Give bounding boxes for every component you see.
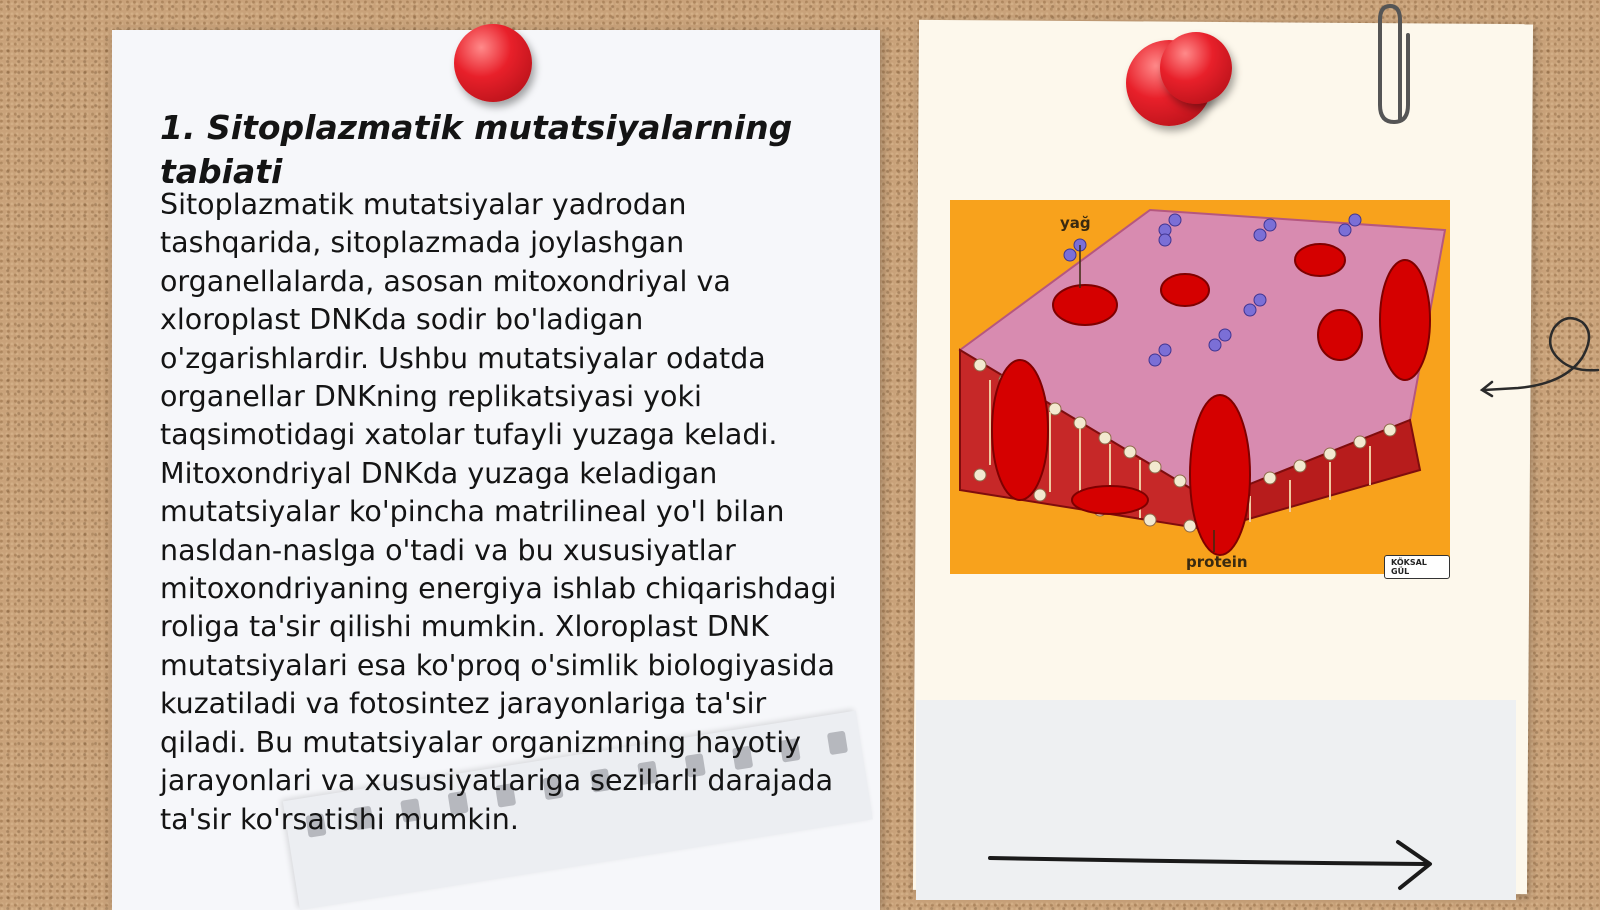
paperclip-icon (1370, 0, 1430, 130)
figure-label-lipid: yağ (1060, 214, 1091, 232)
figure-credit-badge: KÖKSAL GÜL (1384, 555, 1450, 579)
arrow-right-icon (986, 836, 1446, 896)
figure-label-protein: protein (1186, 553, 1248, 571)
pushpin-icon (1160, 32, 1232, 104)
body-paragraph: Sitoplazmatik mutatsiyalar yadrodan tashqarida, sitoplazmada joylashgan organellalarda, asosan mitoxondriyal va xloroplast DNKda sodir bo'ladigan o'zgarishlardir. Ushbu mutatsiyalar odatda organellar DNKning replikatsiyasi yoki taqsimotidagi xatolar tufayli yuzaga keladi. Mitoxondriyal DNKda yuzaga keladigan mutatsiyalar ko'pincha matrilineal yo'l bilan nasldan-naslga o'tadi va bu xususiyatlar mitoxondriyaning energiya ishlab chiqarishdagi roliga ta'sir qilishi mumkin. Xloroplast DNK mutatsiyalari esa ko'proq o'simlik biologiyasida kuzatiladi va fotosintez jarayonlariga ta'sir qiladi. Bu mutatsiyalar organizmning hayotiy jarayonlari va xususiyatlariga sezilarli darajada ta'sir ko'rsatishi mumkin. (160, 188, 837, 836)
curl-arrow-icon (1478, 310, 1600, 410)
pushpin-icon (454, 24, 532, 102)
membrane-illustration (950, 200, 1450, 574)
slide-title: 1. Sitoplazmatik mutatsiyalarning tabiati (160, 108, 793, 191)
cell-membrane-figure (950, 200, 1450, 574)
